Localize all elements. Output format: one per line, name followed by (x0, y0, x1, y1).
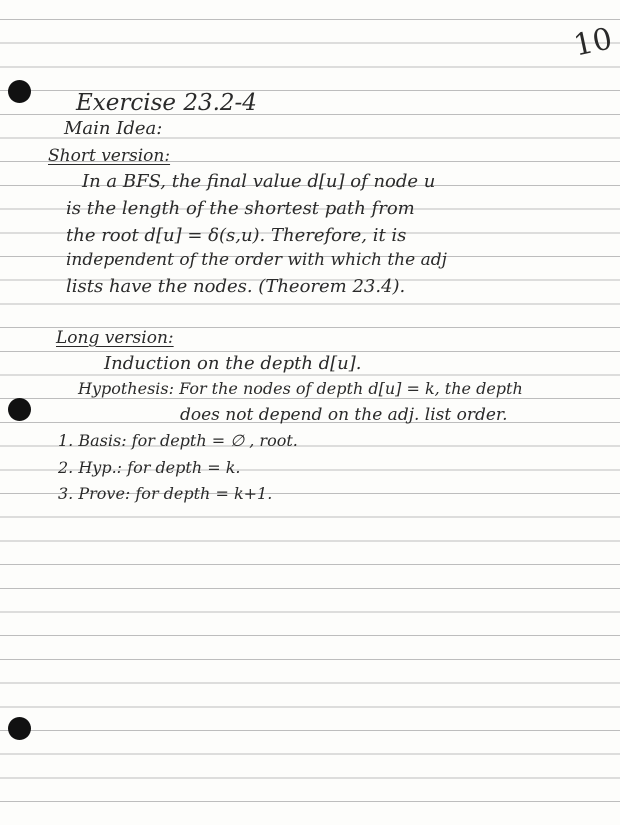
long-line: does not depend on the adj. list order. (180, 405, 508, 425)
proof-step: 1. Basis: for depth = ∅ , root. (58, 431, 298, 450)
binder-hole (8, 80, 31, 103)
main-idea-label: Main Idea: (64, 118, 163, 139)
proof-step: 2. Hyp.: for depth = k. (58, 458, 241, 477)
binder-hole (8, 398, 31, 421)
short-line: is the length of the shortest path from (66, 198, 415, 219)
binder-hole (8, 717, 31, 740)
short-line: In a BFS, the final value d[u] of node u (82, 171, 436, 192)
grade-mark: 10 (570, 21, 616, 64)
long-line: Induction on the depth d[u]. (104, 353, 362, 374)
short-line: independent of the order with which the adj (66, 250, 447, 270)
short-line: the root d[u] = δ(s,u). Therefore, it is (66, 225, 407, 246)
long-version-heading: Long version: (56, 328, 174, 348)
long-line: Hypothesis: For the nodes of depth d[u] = k, the depth (78, 379, 523, 398)
page-title: Exercise 23.2-4 (76, 90, 257, 116)
proof-step: 3. Prove: for depth = k+1. (58, 484, 273, 503)
short-line: lists have the nodes. (Theorem 23.4). (66, 276, 406, 297)
short-version-heading: Short version: (48, 146, 171, 166)
